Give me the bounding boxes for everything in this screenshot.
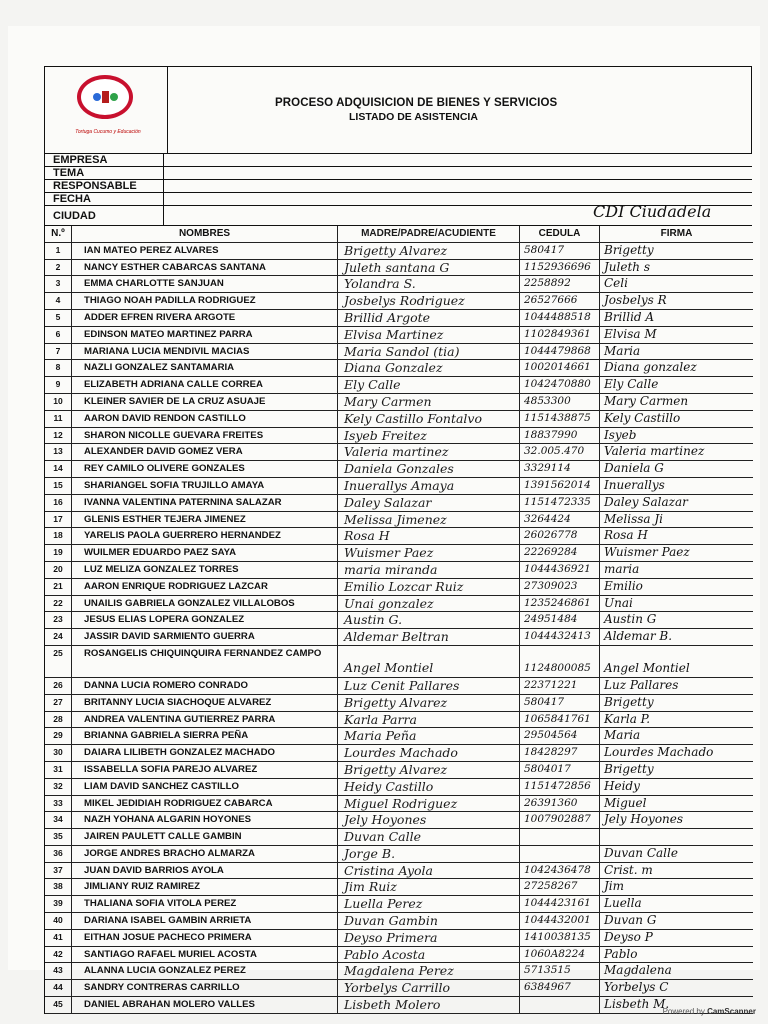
table-row — [45, 344, 753, 361]
student-name: LIAM DAVID SANCHEZ CASTILLO — [71, 779, 337, 795]
signature-handwritten: Lisbeth M. — [599, 997, 753, 1013]
table-row — [45, 879, 753, 896]
student-name: ROSANGELIS CHIQUINQUIRA FERNANDEZ CAMPO — [71, 646, 337, 677]
student-name: JASSIR DAVID SARMIENTO GUERRA — [71, 629, 337, 645]
table-row — [45, 276, 753, 293]
row-number: 45 — [53, 999, 63, 1010]
row-number: 42 — [53, 948, 63, 959]
row-number: 39 — [53, 898, 63, 909]
header-cedula: CEDULA — [519, 226, 599, 242]
guardian-handwritten: Diana Gonzalez — [337, 360, 519, 376]
signature-handwritten: Maria — [599, 728, 753, 744]
signature-handwritten: Brillid A — [599, 310, 753, 326]
guardian-handwritten: Brillid Argote — [337, 310, 519, 326]
row-number: 27 — [53, 696, 63, 707]
student-name: THALIANA SOFIA VITOLA PEREZ — [71, 896, 337, 912]
table-row — [45, 528, 753, 545]
table-row — [45, 712, 753, 729]
signature-handwritten: Brigetty — [599, 243, 753, 259]
student-name: KLEINER SAVIER DE LA CRUZ ASUAJE — [71, 394, 337, 410]
cedula-handwritten: 6384967 — [519, 980, 599, 996]
student-name: SHARON NICOLLE GUEVARA FREITES — [71, 428, 337, 444]
student-name: EDINSON MATEO MARTINEZ PARRA — [71, 327, 337, 343]
cedula-handwritten: 5713515 — [519, 963, 599, 979]
table-row — [45, 728, 753, 745]
cedula-handwritten: 1102849361 — [519, 327, 599, 343]
signature-handwritten: Brigetty — [599, 762, 753, 778]
row-number: 14 — [53, 463, 63, 474]
guardian-handwritten: Valeria martinez — [337, 444, 519, 460]
row-number: 20 — [53, 563, 63, 574]
signature-handwritten: Jely Hoyones — [599, 812, 753, 828]
signature-handwritten: Wuismer Paez — [599, 545, 753, 561]
guardian-handwritten: Pablo Acosta — [337, 947, 519, 963]
table-row — [45, 612, 753, 629]
cedula-handwritten — [519, 829, 599, 845]
student-name: JUAN DAVID BARRIOS AYOLA — [71, 863, 337, 879]
logo-caption: Tortuga Cucumo y Educación — [75, 129, 141, 135]
cedula-handwritten: 1044423161 — [519, 896, 599, 912]
table-row — [45, 997, 753, 1014]
table-row — [45, 678, 753, 695]
table-row — [45, 762, 753, 779]
cedula-handwritten: 22371221 — [519, 678, 599, 694]
student-name: DARIANA ISABEL GAMBIN ARRIETA — [71, 913, 337, 929]
cedula-handwritten: 27258267 — [519, 879, 599, 895]
scanner-watermark — [663, 1007, 756, 1016]
guardian-handwritten: Ely Calle — [337, 377, 519, 393]
guardian-handwritten: Kely Castillo Fontalvo — [337, 411, 519, 427]
table-row — [45, 360, 753, 377]
label-responsable: RESPONSABLE — [53, 180, 137, 192]
guardian-handwritten: Juleth santana G — [337, 260, 519, 276]
guardian-handwritten: Angel Montiel — [337, 646, 519, 677]
table-row — [45, 646, 753, 678]
row-number: 32 — [53, 780, 63, 791]
guardian-handwritten: Jorge B. — [337, 846, 519, 862]
guardian-handwritten: Duvan Gambin — [337, 913, 519, 929]
guardian-handwritten: Yorbelys Carrillo — [337, 980, 519, 996]
row-number: 37 — [53, 864, 63, 875]
student-name: YARELIS PAOLA GUERRERO HERNANDEZ — [71, 528, 337, 544]
row-number: 3 — [55, 278, 61, 289]
row-number: 17 — [53, 513, 63, 524]
cedula-handwritten: 1151438875 — [519, 411, 599, 427]
student-name: LUZ MELIZA GONZALEZ TORRES — [71, 562, 337, 578]
student-name: SANTIAGO RAFAEL MURIEL ACOSTA — [71, 947, 337, 963]
guardian-handwritten: Josbelys Rodriguez — [337, 293, 519, 309]
cedula-handwritten: 1044488518 — [519, 310, 599, 326]
student-name: NANCY ESTHER CABARCAS SANTANA — [71, 260, 337, 276]
student-name: JIMLIANY RUIZ RAMIREZ — [71, 879, 337, 895]
guardian-handwritten: Brigetty Alvarez — [337, 762, 519, 778]
signature-handwritten: Austin G — [599, 612, 753, 628]
ciudad-value: CDI Ciudadela — [593, 202, 712, 221]
row-number: 36 — [53, 847, 63, 858]
signature-handwritten: Josbelys R — [599, 293, 753, 309]
student-name: SHARIANGEL SOFIA TRUJILLO AMAYA — [71, 478, 337, 494]
cedula-handwritten: 3329114 — [519, 461, 599, 477]
guardian-handwritten: Wuismer Paez — [337, 545, 519, 561]
guardian-handwritten: Mary Carmen — [337, 394, 519, 410]
document-header — [44, 66, 752, 154]
cedula-handwritten: 24951484 — [519, 612, 599, 628]
cedula-handwritten: 1002014661 — [519, 360, 599, 376]
cedula-handwritten: 26391360 — [519, 796, 599, 812]
signature-handwritten: Miguel — [599, 796, 753, 812]
signature-handwritten: Daley Salazar — [599, 495, 753, 511]
table-row — [45, 896, 753, 913]
table-row — [45, 779, 753, 796]
row-number: 13 — [53, 446, 63, 457]
cedula-handwritten: 26527666 — [519, 293, 599, 309]
table-row — [45, 377, 753, 394]
table-row — [45, 930, 753, 947]
row-number: 15 — [53, 479, 63, 490]
header-parent: MADRE/PADRE/ACUDIENTE — [337, 226, 519, 242]
row-number: 12 — [53, 429, 63, 440]
row-number: 11 — [53, 412, 63, 423]
cedula-handwritten: 1391562014 — [519, 478, 599, 494]
signature-handwritten: Lourdes Machado — [599, 745, 753, 761]
signature-handwritten: Luella — [599, 896, 753, 912]
student-name: AARON DAVID RENDON CASTILLO — [71, 411, 337, 427]
label-empresa: EMPRESA — [53, 154, 108, 166]
student-name: EITHAN JOSUE PACHECO PRIMERA — [71, 930, 337, 946]
table-body — [45, 243, 753, 1014]
signature-handwritten: Aldemar B. — [599, 629, 753, 645]
row-number: 2 — [55, 261, 61, 272]
cedula-handwritten: 1044436921 — [519, 562, 599, 578]
guardian-handwritten: Lourdes Machado — [337, 745, 519, 761]
info-row-tema — [44, 167, 752, 180]
table-row — [45, 310, 753, 327]
table-header-row — [45, 226, 753, 243]
guardian-handwritten: maria miranda — [337, 562, 519, 578]
signature-handwritten: Kely Castillo — [599, 411, 753, 427]
guardian-handwritten: Unai gonzalez — [337, 596, 519, 612]
student-name: ALEXANDER DAVID GOMEZ VERA — [71, 444, 337, 460]
guardian-handwritten: Maria Sandol (tia) — [337, 344, 519, 360]
signature-handwritten: Yorbelys C — [599, 980, 753, 996]
row-number: 25 — [53, 647, 63, 658]
student-name: ELIZABETH ADRIANA CALLE CORREA — [71, 377, 337, 393]
cedula-handwritten: 1124800085 — [519, 646, 599, 677]
student-name: ADDER EFREN RIVERA ARGOTE — [71, 310, 337, 326]
table-row — [45, 461, 753, 478]
table-row — [45, 444, 753, 461]
document-subtitle: LISTADO DE ASISTENCIA — [349, 111, 478, 123]
student-name: NAZLI GONZALEZ SANTAMARIA — [71, 360, 337, 376]
table-row — [45, 796, 753, 813]
guardian-handwritten: Luz Cenit Pallares — [337, 678, 519, 694]
row-number: 16 — [53, 496, 63, 507]
cedula-handwritten: 1044432001 — [519, 913, 599, 929]
row-number: 43 — [53, 965, 63, 976]
student-name: IVANNA VALENTINA PATERNINA SALAZAR — [71, 495, 337, 511]
row-number: 41 — [53, 931, 63, 942]
camscanner-brand: CamScanner — [707, 1007, 756, 1016]
guardian-handwritten: Melissa Jimenez — [337, 512, 519, 528]
document-title: PROCESO ADQUISICION DE BIENES Y SERVICIOS — [275, 97, 558, 109]
signature-handwritten: Melissa Ji — [599, 512, 753, 528]
cedula-handwritten: 580417 — [519, 243, 599, 259]
row-number: 19 — [53, 547, 63, 558]
row-number: 23 — [53, 614, 63, 625]
signature-handwritten — [599, 829, 753, 845]
row-number: 1 — [55, 244, 61, 255]
table-row — [45, 846, 753, 863]
cedula-handwritten: 1042470880 — [519, 377, 599, 393]
cedula-handwritten: 1151472856 — [519, 779, 599, 795]
cedula-handwritten: 1151472335 — [519, 495, 599, 511]
student-name: SANDRY CONTRERAS CARRILLO — [71, 980, 337, 996]
table-row — [45, 596, 753, 613]
table-row — [45, 913, 753, 930]
signature-handwritten: Emilio — [599, 579, 753, 595]
signature-handwritten: Rosa H — [599, 528, 753, 544]
student-name: ALANNA LUCIA GONZALEZ PEREZ — [71, 963, 337, 979]
signature-handwritten: Magdalena — [599, 963, 753, 979]
signature-handwritten: Valeria martinez — [599, 444, 753, 460]
signature-handwritten: Jim — [599, 879, 753, 895]
cedula-handwritten: 1007902887 — [519, 812, 599, 828]
cedula-handwritten: 29504564 — [519, 728, 599, 744]
table-row — [45, 863, 753, 880]
table-row — [45, 243, 753, 260]
guardian-handwritten: Austin G. — [337, 612, 519, 628]
guardian-handwritten: Jim Ruiz — [337, 879, 519, 895]
signature-handwritten: Duvan G — [599, 913, 753, 929]
cedula-handwritten: 18428297 — [519, 745, 599, 761]
table-row — [45, 512, 753, 529]
row-number: 28 — [53, 713, 63, 724]
signature-handwritten: Isyeb — [599, 428, 753, 444]
table-row — [45, 695, 753, 712]
label-ciudad: CIUDAD — [53, 210, 96, 222]
table-row — [45, 428, 753, 445]
student-name: BRIANNA GABRIELA SIERRA PEÑA — [71, 728, 337, 744]
cedula-handwritten: 1042436478 — [519, 863, 599, 879]
signature-handwritten: Brigetty — [599, 695, 753, 711]
signature-handwritten: Heidy — [599, 779, 753, 795]
header-num: N.º — [51, 228, 65, 239]
signature-handwritten: Elvisa M — [599, 327, 753, 343]
row-number: 21 — [53, 580, 63, 591]
cedula-handwritten: 2258892 — [519, 276, 599, 292]
guardian-handwritten: Daniela Gonzales — [337, 461, 519, 477]
table-row — [45, 394, 753, 411]
signature-handwritten: Luz Pallares — [599, 678, 753, 694]
row-number: 35 — [53, 831, 63, 842]
row-number: 5 — [55, 311, 61, 322]
guardian-handwritten: Emilio Lozcar Ruiz — [337, 579, 519, 595]
student-name: MARIANA LUCIA MENDIVIL MACIAS — [71, 344, 337, 360]
row-number: 34 — [53, 814, 63, 825]
table-row — [45, 260, 753, 277]
student-name: AARON ENRIQUE RODRIGUEZ LAZCAR — [71, 579, 337, 595]
student-name: JORGE ANDRES BRACHO ALMARZA — [71, 846, 337, 862]
cedula-handwritten: 1060A8224 — [519, 947, 599, 963]
table-row — [45, 980, 753, 997]
signature-handwritten: Mary Carmen — [599, 394, 753, 410]
cedula-handwritten: 1044479868 — [519, 344, 599, 360]
label-tema: TEMA — [53, 167, 85, 179]
student-name: THIAGO NOAH PADILLA RODRIGUEZ — [71, 293, 337, 309]
guardian-handwritten: Daley Salazar — [337, 495, 519, 511]
cedula-handwritten — [519, 846, 599, 862]
signature-handwritten: Juleth s — [599, 260, 753, 276]
info-row-empresa — [44, 154, 752, 167]
guardian-handwritten: Luella Perez — [337, 896, 519, 912]
cedula-handwritten: 1410038135 — [519, 930, 599, 946]
row-number: 44 — [53, 982, 63, 993]
student-name: DAIARA LILIBETH GONZALEZ MACHADO — [71, 745, 337, 761]
table-row — [45, 411, 753, 428]
signature-handwritten: Maria — [599, 344, 753, 360]
guardian-handwritten: Brigetty Alvarez — [337, 695, 519, 711]
info-row-ciudad — [44, 202, 752, 226]
student-name: EMMA CHARLOTTE SANJUAN — [71, 276, 337, 292]
signature-handwritten: Angel Montiel — [599, 646, 753, 677]
row-number: 29 — [53, 730, 63, 741]
cedula-handwritten: 580417 — [519, 695, 599, 711]
signature-handwritten: Unai — [599, 596, 753, 612]
student-name: ISSABELLA SOFIA PAREJO ALVAREZ — [71, 762, 337, 778]
guardian-handwritten: Heidy Castillo — [337, 779, 519, 795]
row-number: 30 — [53, 747, 63, 758]
cedula-handwritten — [519, 997, 599, 1013]
cedula-handwritten: 18837990 — [519, 428, 599, 444]
guardian-handwritten: Jely Hoyones — [337, 812, 519, 828]
student-name: REY CAMILO OLIVERE GONZALES — [71, 461, 337, 477]
student-name: IAN MATEO PEREZ ALVARES — [71, 243, 337, 259]
table-row — [45, 293, 753, 310]
row-number: 9 — [55, 379, 61, 390]
cedula-handwritten: 32.005.470 — [519, 444, 599, 460]
student-name: DANIEL ABRAHAN MOLERO VALLES — [71, 997, 337, 1013]
table-row — [45, 812, 753, 829]
row-number: 7 — [55, 345, 61, 356]
attendance-table — [44, 226, 753, 1014]
signature-handwritten: Ely Calle — [599, 377, 753, 393]
logo-emblem-icon — [91, 87, 119, 107]
table-row — [45, 963, 753, 980]
row-number: 31 — [53, 763, 63, 774]
cedula-handwritten: 4853300 — [519, 394, 599, 410]
student-name: NAZH YOHANA ALGARIN HOYONES — [71, 812, 337, 828]
row-number: 24 — [53, 631, 63, 642]
guardian-handwritten: Cristina Ayola — [337, 863, 519, 879]
guardian-handwritten: Elvisa Martinez — [337, 327, 519, 343]
table-row — [45, 629, 753, 646]
cedula-handwritten: 27309023 — [519, 579, 599, 595]
guardian-handwritten: Lisbeth Molero — [337, 997, 519, 1013]
signature-handwritten: Diana gonzalez — [599, 360, 753, 376]
cedula-handwritten: 26026778 — [519, 528, 599, 544]
guardian-handwritten: Isyeb Freitez — [337, 428, 519, 444]
student-name: BRITANNY LUCIA SIACHOQUE ALVAREZ — [71, 695, 337, 711]
guardian-handwritten: Inuerallys Amaya — [337, 478, 519, 494]
table-row — [45, 327, 753, 344]
row-number: 18 — [53, 530, 63, 541]
cedula-handwritten: 1044432413 — [519, 629, 599, 645]
institution-logo — [77, 75, 133, 119]
guardian-handwritten: Rosa H — [337, 528, 519, 544]
signature-handwritten: Karla P. — [599, 712, 753, 728]
header-firma: FIRMA — [599, 226, 753, 242]
student-name: JAIREN PAULETT CALLE GAMBIN — [71, 829, 337, 845]
cedula-handwritten: 5804017 — [519, 762, 599, 778]
student-name: GLENIS ESTHER TEJERA JIMENEZ — [71, 512, 337, 528]
row-number: 26 — [53, 679, 63, 690]
student-name: JESUS ELIAS LOPERA GONZALEZ — [71, 612, 337, 628]
info-row-responsable — [44, 180, 752, 193]
table-row — [45, 545, 753, 562]
guardian-handwritten: Brigetty Alvarez — [337, 243, 519, 259]
table-row — [45, 495, 753, 512]
row-number: 10 — [53, 395, 63, 406]
student-name: WUILMER EDUARDO PAEZ SAYA — [71, 545, 337, 561]
table-row — [45, 947, 753, 964]
logo-cell — [45, 67, 168, 153]
signature-handwritten: Crist. m — [599, 863, 753, 879]
row-number: 40 — [53, 915, 63, 926]
guardian-handwritten: Aldemar Beltran — [337, 629, 519, 645]
cedula-handwritten: 1152936696 — [519, 260, 599, 276]
cedula-handwritten: 3264424 — [519, 512, 599, 528]
student-name: ANDREA VALENTINA GUTIERREZ PARRA — [71, 712, 337, 728]
signature-handwritten: Celi — [599, 276, 753, 292]
signature-handwritten: Deyso P — [599, 930, 753, 946]
powered-label: Powered by — [662, 1007, 705, 1016]
guardian-handwritten: Deyso Primera — [337, 930, 519, 946]
row-number: 22 — [53, 597, 63, 608]
guardian-handwritten: Maria Peña — [337, 728, 519, 744]
header-names: NOMBRES — [71, 226, 337, 242]
row-number: 6 — [55, 328, 61, 339]
cedula-handwritten: 1065841761 — [519, 712, 599, 728]
guardian-handwritten: Magdalena Perez — [337, 963, 519, 979]
signature-handwritten: Pablo — [599, 947, 753, 963]
student-name: MIKEL JEDIDIAH RODRIGUEZ CABARCA — [71, 796, 337, 812]
label-fecha: FECHA — [53, 193, 91, 205]
row-number: 4 — [55, 295, 61, 306]
student-name: UNAILIS GABRIELA GONZALEZ VILLALOBOS — [71, 596, 337, 612]
guardian-handwritten: Karla Parra — [337, 712, 519, 728]
signature-handwritten: Inuerallys — [599, 478, 753, 494]
signature-handwritten: maria — [599, 562, 753, 578]
table-row — [45, 562, 753, 579]
row-number: 33 — [53, 797, 63, 808]
signature-handwritten: Daniela G — [599, 461, 753, 477]
cedula-handwritten: 1235246861 — [519, 596, 599, 612]
table-row — [45, 745, 753, 762]
signature-handwritten: Duvan Calle — [599, 846, 753, 862]
guardian-handwritten: Miguel Rodriguez — [337, 796, 519, 812]
table-row — [45, 579, 753, 596]
row-number: 38 — [53, 881, 63, 892]
row-number: 8 — [55, 362, 61, 373]
table-row — [45, 478, 753, 495]
guardian-handwritten: Yolandra S. — [337, 276, 519, 292]
cedula-handwritten: 22269284 — [519, 545, 599, 561]
guardian-handwritten: Duvan Calle — [337, 829, 519, 845]
student-name: DANNA LUCIA ROMERO CONRADO — [71, 678, 337, 694]
table-row — [45, 829, 753, 846]
